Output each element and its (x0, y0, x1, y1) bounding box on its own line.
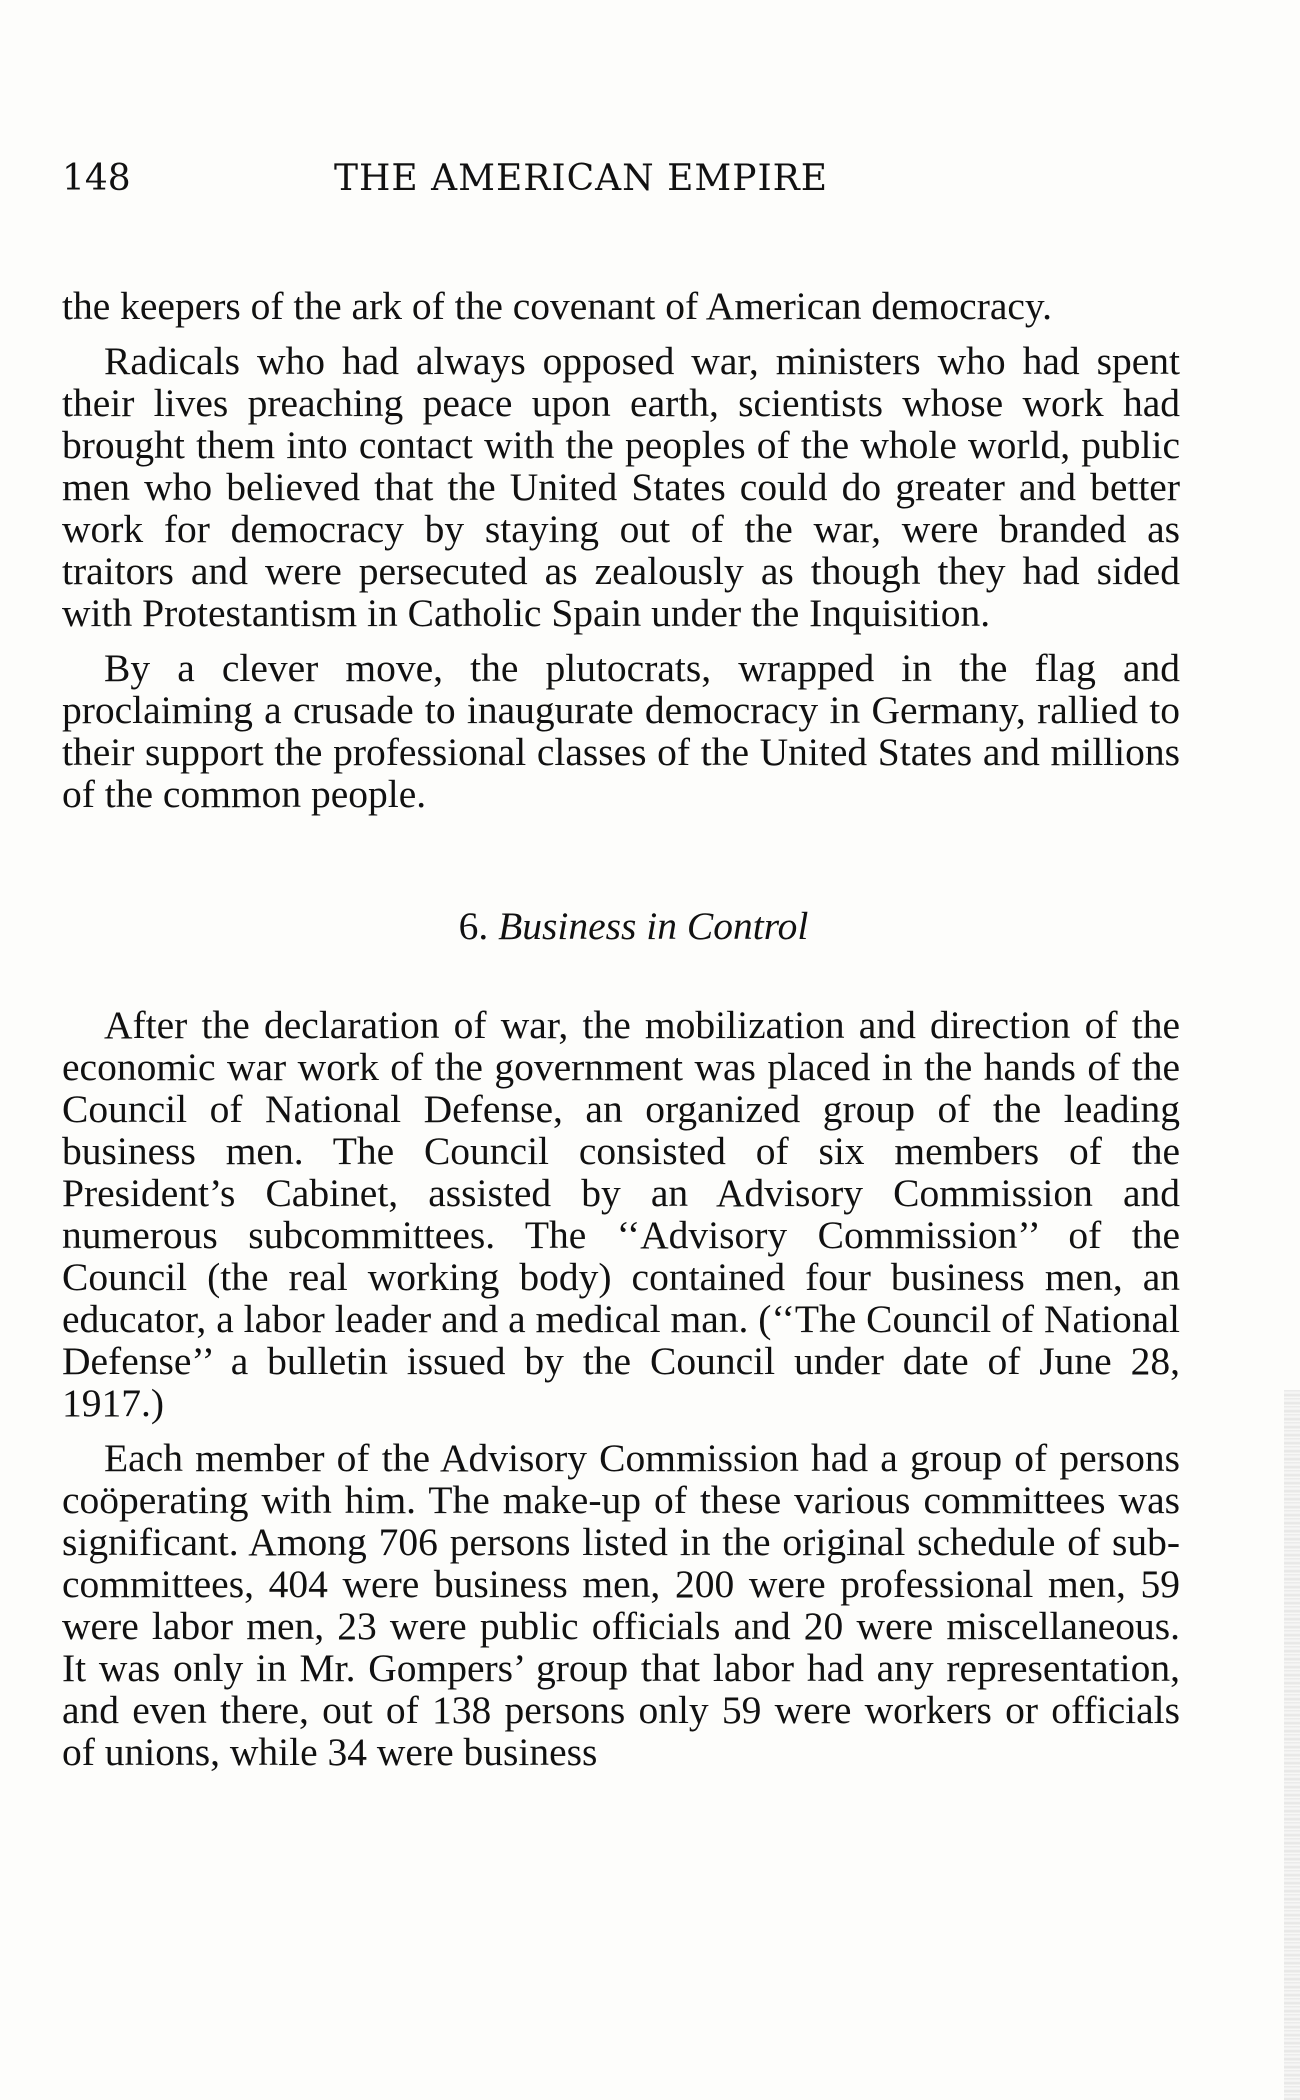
paragraph-3: By a clever move, the plutocrats, wrapped in the flag and proclaiming a crusade to inaugurate democracy in Germany, rallied to their support the professional classes of the United States and millions of the common people. (62, 646, 1180, 816)
paragraph-1: the keepers of the ark of the covenant of American democracy. (62, 284, 1052, 328)
paragraph-2: Radicals who had always opposed war, ministers who had spent their lives preaching peace upon earth, scientists whose work had brought them into contact with the peoples of the whole world, public men who believed that the United States could do greater and better work for democracy by staying out of the war, were branded as traitors and were persecuted as zealously as though they had sided with Protestantism in Catholic Spain under the Inquisition. (62, 339, 1180, 635)
section-heading (62, 905, 1180, 947)
body-text (62, 285, 1180, 1786)
page-edge-shadow (1284, 1390, 1300, 2100)
paragraph-4: After the declaration of war, the mobilization and direction of the economic war work of the government was placed in the hands of the Council of National Defense, an organized group of the leading business men. The Council consisted of six members of the President’s Cabinet, assisted by an Advisory Commission and numerous subcommittees. The ‘‘Advisory Commission’’ of the Council (the real working body) contained four business men, an educator, a labor leader and a medical man. (‘‘The Council of National Defense’’ a bulletin issued by the Council under date of June 28, 1917.) (62, 1003, 1180, 1425)
paragraph-5: Each member of the Advisory Commission had a group of persons coöperating with him. The make-up of these various committees was significant. Among 706 persons listed in the original schedule of sub-committees, 404 were business men, 200 were professional men, 59 were labor men, 23 were public officials and 20 were miscellaneous. It was only in Mr. Gompers’ group that labor had any representation, and even there, out of 138 persons only 59 were workers or officials of unions, while 34 were business (62, 1436, 1180, 1774)
section-number: 6. (458, 904, 489, 948)
page-header (62, 158, 1182, 208)
page-number: 148 (62, 158, 131, 199)
running-head: THE AMERICAN EMPIRE (334, 158, 829, 199)
section-title: Business in Control (498, 904, 809, 948)
